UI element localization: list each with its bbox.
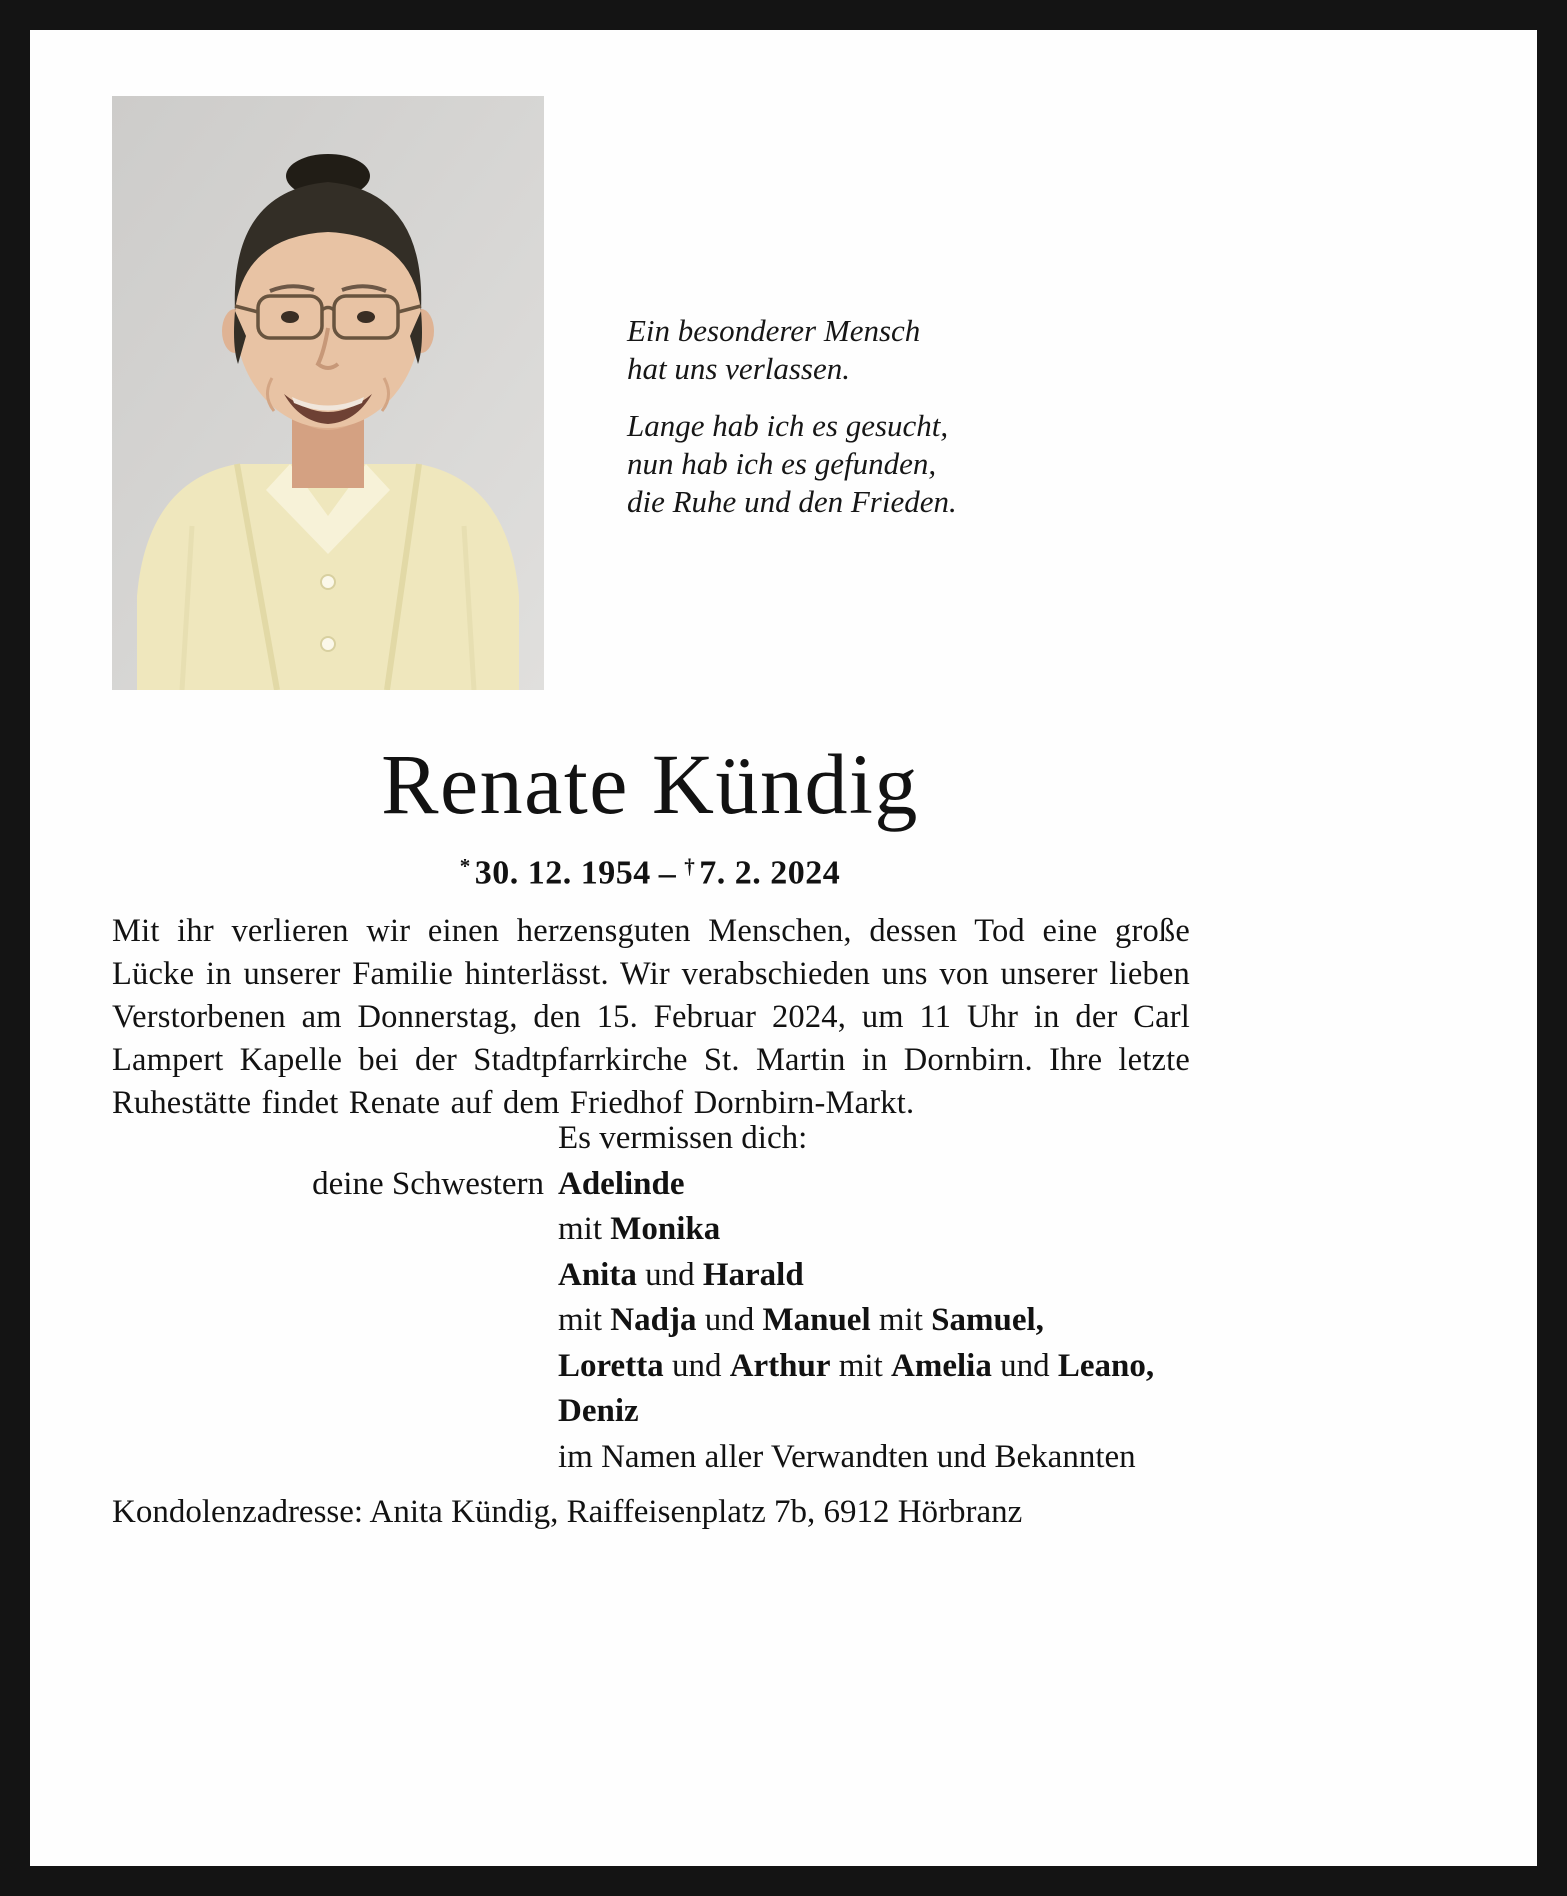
death-symbol: † — [684, 854, 696, 878]
mourner-label-spacer — [112, 1253, 558, 1299]
death-date: 7. 2. 2024 — [699, 854, 841, 892]
mourner-line: im Namen aller Verwandten und Bekannten — [558, 1438, 1136, 1475]
mourner-row — [112, 1344, 1232, 1390]
memorial-verse — [627, 312, 1087, 521]
mourner-line: Adelinde — [558, 1165, 685, 1202]
verse-line: nun hab ich es gefunden, — [627, 446, 937, 481]
verse-line: Lange hab ich es gesucht, — [627, 408, 949, 443]
dates-separator: – — [658, 854, 677, 892]
obituary-text: Mit ihr verlieren wir einen herzensguten Menschen, dessen Tod eine große Lücke in unserer Familie hinterlässt. Wir verabschieden uns von unserer lieben Verstorbenen am Donnerstag, den 15. Februar 2024, um 11 Uhr in der Carl Lampert Kapelle bei der Stadtpfarrkirche St. Martin in Dornbirn. Ihre letzte Ruhestätte findet Renate auf dem Friedhof Dornbirn-Markt. — [112, 913, 1190, 1121]
deceased-name: Renate Kündig — [381, 736, 919, 832]
mourners-intro: Es vermissen dich: — [558, 1120, 808, 1156]
mourner-row — [112, 1162, 1232, 1208]
mourner-label-spacer — [112, 1389, 558, 1435]
mourner-line: Loretta und Arthur mit Amelia und Leano, — [558, 1347, 1155, 1384]
mourners-intro-row — [112, 1116, 1232, 1162]
mourner-row — [112, 1389, 1232, 1435]
mourner-label-spacer — [112, 1207, 558, 1253]
verse-line: Ein besonderer Mensch — [627, 313, 921, 348]
mourner-line: mit Nadja und Manuel mit Samuel, — [558, 1302, 1044, 1338]
verse-stanza-1 — [627, 312, 1087, 388]
verse-line: die Ruhe und den Frieden. — [627, 484, 957, 519]
portrait-photo — [112, 96, 544, 690]
mourners-section — [112, 1116, 1232, 1480]
mourner-row — [112, 1207, 1232, 1253]
birth-symbol: * — [459, 854, 471, 878]
mourner-row — [112, 1253, 1232, 1299]
mourners-relation-label: deine Schwestern — [312, 1165, 544, 1202]
mourner-line: Anita und Harald — [558, 1256, 804, 1293]
obituary-sheet — [30, 30, 1537, 1866]
mourner-row — [112, 1298, 1232, 1344]
life-dates — [30, 854, 1270, 893]
verse-stanza-2 — [627, 407, 1087, 521]
mourner-row — [112, 1435, 1232, 1481]
mourner-label-spacer — [112, 1435, 558, 1481]
condolence-address: Kondolenzadresse: Anita Kündig, Raiffeisenplatz 7b, 6912 Hörbranz — [112, 1494, 1023, 1530]
mourner-label-spacer — [112, 1298, 558, 1344]
mourner-label-spacer — [112, 1344, 558, 1390]
verse-line: hat uns verlassen. — [627, 351, 851, 386]
portrait-illustration — [112, 96, 544, 690]
mourner-line: Deniz — [558, 1393, 639, 1429]
birth-date: 30. 12. 1954 — [474, 854, 651, 892]
mourner-line: mit Monika — [558, 1211, 721, 1247]
mourner-label-spacer — [112, 1116, 558, 1162]
